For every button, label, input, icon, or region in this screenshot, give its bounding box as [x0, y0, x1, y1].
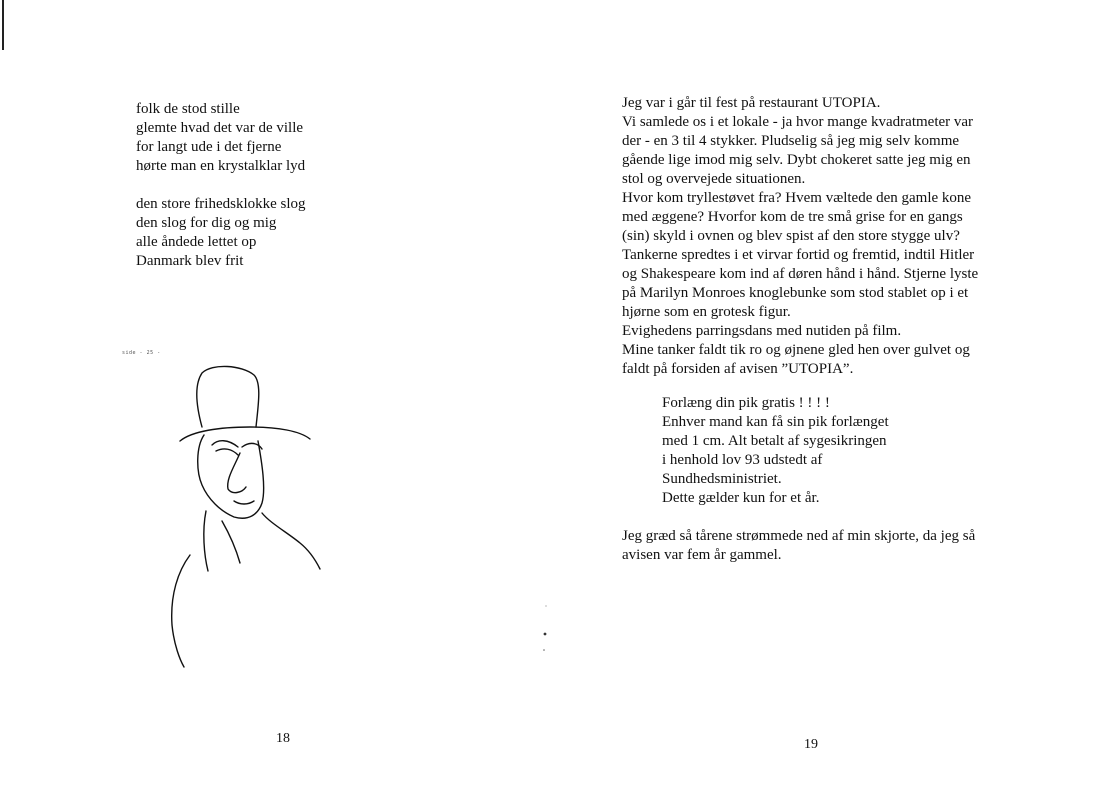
story-line: faldt på forsiden af avisen ”UTOPIA”. — [622, 361, 854, 377]
story-line: og Shakespeare kom ind af døren hånd i hånd. Stjerne lyste — [622, 266, 979, 282]
page-number-right: 19 — [804, 737, 818, 752]
story-line: stol og overvejede situationen. — [622, 171, 806, 187]
page-stamp: side - 25 - — [122, 350, 161, 356]
face-outline — [198, 435, 264, 518]
ad-line: Enhver mand kan få sin pik forlænget — [662, 414, 889, 430]
closing-line: avisen var fem år gammel. — [622, 547, 782, 563]
story-line: Evighedens parringsdans med nutiden på film. — [622, 323, 902, 339]
story-line: hjørne som en grotesk figur. — [622, 304, 791, 320]
poem-line: folk de stod stille — [136, 101, 240, 117]
shoulder-right — [262, 513, 320, 569]
story-text — [622, 94, 1022, 379]
story-line: der - en 3 til 4 stykker. Pludselig så jeg mig selv komme — [622, 133, 960, 149]
nose — [228, 453, 246, 493]
stanza-gap — [136, 176, 306, 195]
man-with-hat-sketch — [150, 355, 350, 675]
poem — [136, 100, 306, 271]
eye-left — [212, 441, 238, 447]
closing-paragraph — [622, 527, 975, 565]
mouth — [234, 501, 254, 504]
poem-line: hørte man en krystalklar lyd — [136, 158, 306, 174]
poem-line: den store frihedsklokke slog — [136, 196, 306, 212]
ad-line: Sundhedsministriet. — [662, 471, 782, 487]
story-line: Jeg var i går til fest på restaurant UTOPIA. — [622, 95, 881, 111]
scan-edge-mark — [2, 0, 4, 50]
page-number-left: 18 — [276, 731, 290, 746]
story-line: Hvor kom tryllestøvet fra? Hvem væltede den gamle kone — [622, 190, 972, 206]
story-line: (sin) skyld i ovnen og blev spist af den store stygge ulv? — [622, 228, 960, 244]
ad-line: Forlæng din pik gratis ! ! ! ! — [662, 395, 830, 411]
closing-line: Jeg græd så tårene strømmede ned af min skjorte, da jeg så — [622, 528, 976, 544]
scan-specks — [540, 600, 550, 660]
story-line: Mine tanker faldt tik ro og øjnene gled hen over gulvet og — [622, 342, 970, 358]
poem-line: alle åndede lettet op — [136, 234, 257, 250]
story-line: Vi samlede os i et lokale - ja hvor mange kvadratmeter var — [622, 114, 974, 130]
poem-line: for langt ude i det fjerne — [136, 139, 282, 155]
poem-line: Danmark blev frit — [136, 253, 244, 269]
shoulder-left — [172, 555, 190, 667]
hat-brim — [180, 427, 310, 441]
collar — [222, 521, 240, 563]
ad-line: i henhold lov 93 udstedt af — [662, 452, 823, 468]
story-line: gående lige imod mig selv. Dybt chokeret satte jeg mig en — [622, 152, 971, 168]
ad-line: med 1 cm. Alt betalt af sygesikringen — [662, 433, 887, 449]
story-line: på Marilyn Monroes knoglebunke som stod stablet op i et — [622, 285, 969, 301]
story-line: med æggene? Hvorfor kom de tre små grise for en gangs — [622, 209, 963, 225]
newspaper-ad — [662, 394, 889, 508]
ad-line: Dette gælder kun for et år. — [662, 490, 820, 506]
poem-line: glemte hvad det var de ville — [136, 120, 304, 136]
hat-crown — [197, 366, 259, 427]
story-line: Tankerne spredtes i et virvar fortid og fremtid, indtil Hitler — [622, 247, 975, 263]
neck-left — [204, 511, 208, 571]
poem-line: den slog for dig og mig — [136, 215, 277, 231]
